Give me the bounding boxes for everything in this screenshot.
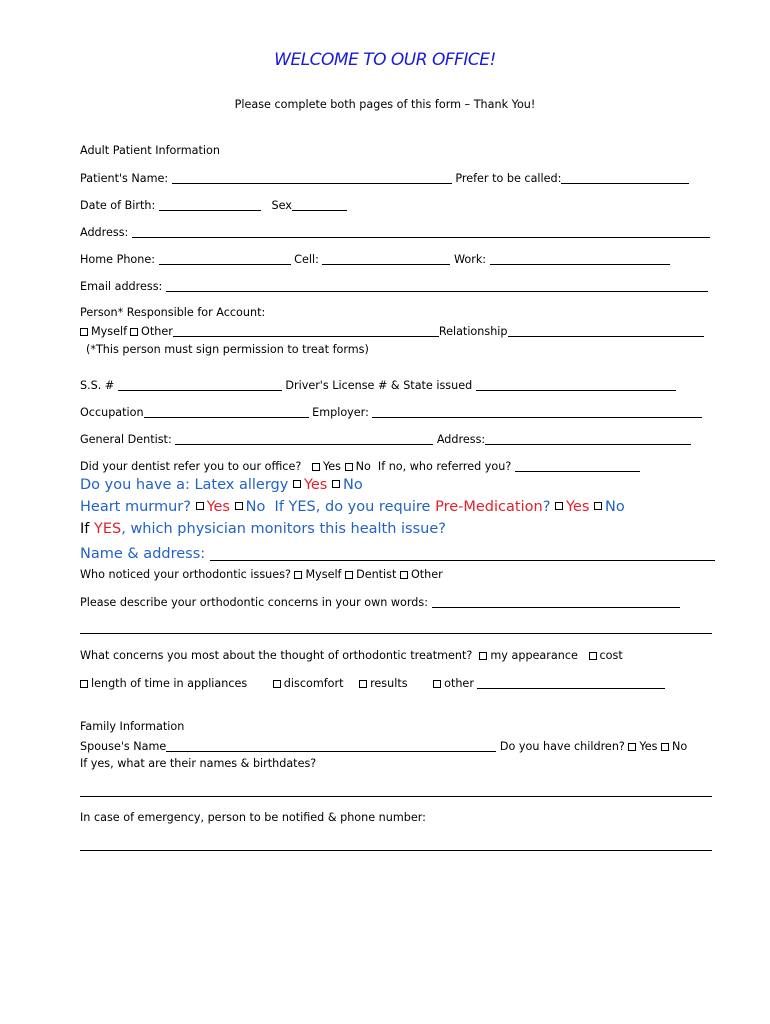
referral-row	[80, 459, 640, 473]
heart-yes-label: Yes	[206, 499, 230, 515]
other-field[interactable]	[173, 324, 439, 337]
address-field[interactable]	[132, 225, 710, 238]
discomfort-label: discomfort	[283, 677, 344, 690]
premed-word: Pre-Medication	[435, 499, 543, 515]
noticed-question: Who noticed your orthodontic issues?	[80, 568, 291, 581]
patient-name-label: Patient's Name:	[80, 172, 169, 185]
responsible-row	[80, 324, 704, 338]
referral-if-no: If no, who referred you?	[377, 460, 512, 473]
referral-yes-label: Yes	[322, 460, 342, 473]
general-dentist-row	[80, 432, 691, 446]
sex-label: Sex	[271, 199, 292, 212]
concerns-row	[80, 649, 623, 662]
noticed-dentist-label: Dentist	[356, 568, 397, 581]
premed-question-a: , do you require	[315, 499, 436, 515]
heart-no-label: No	[245, 499, 266, 515]
email-field[interactable]	[166, 279, 708, 292]
myself-checkbox[interactable]	[80, 328, 88, 336]
children-question: Do you have children?	[499, 740, 625, 753]
address-label: Address:	[80, 226, 129, 239]
cell-field[interactable]	[322, 252, 450, 265]
latex-yes-label: Yes	[303, 477, 328, 493]
premed-no-label: No	[605, 499, 625, 515]
concerns-question: What concerns you most about the thought of orthodontic treatment?	[80, 649, 473, 662]
children-names-field[interactable]	[80, 796, 712, 797]
other-concern-label: other	[444, 677, 474, 690]
other-label: Other	[141, 325, 173, 338]
name-address-row	[80, 545, 715, 562]
general-dentist-field[interactable]	[175, 432, 433, 445]
employer-label: Employer:	[312, 406, 369, 419]
concerns-options-row	[80, 676, 665, 690]
page-subtitle: Please complete both pages of this form – Thank You!	[234, 98, 536, 111]
responsible-heading: Person* Responsible for Account:	[80, 306, 266, 319]
ss-label: S.S. #	[80, 379, 115, 392]
appearance-checkbox[interactable]	[479, 652, 487, 660]
home-phone-field[interactable]	[159, 252, 291, 265]
heart-row	[80, 499, 625, 515]
prefer-label: Prefer to be called:	[455, 172, 562, 185]
emergency-field[interactable]	[80, 850, 712, 851]
discomfort-checkbox[interactable]	[273, 680, 281, 688]
spouse-field[interactable]	[166, 739, 496, 752]
noticed-dentist-checkbox[interactable]	[345, 571, 353, 579]
myself-label: Myself	[91, 325, 128, 338]
other-checkbox[interactable]	[130, 328, 138, 336]
dentist-address-label: Address:	[436, 433, 486, 446]
latex-question: Do you have a: Latex allergy	[80, 477, 289, 493]
spouse-label: Spouse's Name	[80, 740, 167, 753]
physician-question: , which physician monitors this health issue?	[121, 521, 446, 537]
dob-row	[80, 198, 347, 212]
premed-yes-label: Yes	[566, 499, 590, 515]
describe-field-line-2[interactable]	[80, 633, 712, 634]
work-label: Work:	[453, 253, 487, 266]
describe-row	[80, 595, 680, 609]
children-names-question: If yes, what are their names & birthdates?	[80, 757, 317, 770]
noticed-other-checkbox[interactable]	[400, 571, 408, 579]
adult-heading: Adult Patient Information	[80, 144, 220, 157]
physician-if: If	[80, 521, 94, 537]
dentist-address-field[interactable]	[485, 432, 691, 445]
address-row	[80, 225, 710, 239]
physician-row	[80, 521, 446, 537]
premed-question-b: ?	[542, 499, 551, 515]
work-field[interactable]	[490, 252, 670, 265]
home-phone-label: Home Phone:	[80, 253, 156, 266]
referral-question: Did your dentist refer you to our office?	[80, 460, 302, 473]
family-heading: Family Information	[80, 720, 185, 733]
emergency-label: In case of emergency, person to be notified & phone number:	[80, 811, 426, 824]
describe-label: Please describe your orthodontic concerns in your own words:	[80, 596, 428, 609]
results-checkbox[interactable]	[359, 680, 367, 688]
relationship-label: Relationship	[438, 325, 508, 338]
latex-no-checkbox[interactable]	[332, 480, 340, 488]
other-concern-checkbox[interactable]	[433, 680, 441, 688]
license-label: Driver's License # & State issued	[285, 379, 473, 392]
referral-no-label: No	[355, 460, 371, 473]
heart-question: Heart murmur?	[80, 499, 191, 515]
physician-yes: YES	[94, 521, 122, 537]
premed-no-checkbox[interactable]	[594, 502, 602, 510]
occupation-field[interactable]	[144, 405, 309, 418]
noticed-myself-checkbox[interactable]	[294, 571, 302, 579]
cost-checkbox[interactable]	[589, 652, 597, 660]
dob-label: Date of Birth:	[80, 199, 156, 212]
occupation-label: Occupation	[80, 406, 144, 419]
children-no-checkbox[interactable]	[661, 743, 669, 751]
occupation-row	[80, 405, 702, 419]
email-row	[80, 279, 708, 293]
appearance-label: my appearance	[490, 649, 578, 662]
latex-yes-checkbox[interactable]	[293, 480, 301, 488]
patient-name-field[interactable]	[172, 171, 452, 184]
prefer-field[interactable]	[561, 171, 689, 184]
employer-field[interactable]	[372, 405, 702, 418]
patient-name-row	[80, 171, 689, 185]
premed-yes-checkbox[interactable]	[555, 502, 563, 510]
referral-no-checkbox[interactable]	[345, 463, 353, 471]
premed-if-yes: If YES	[274, 499, 316, 515]
sex-field[interactable]	[292, 198, 347, 211]
length-checkbox[interactable]	[80, 680, 88, 688]
email-label: Email address:	[80, 280, 163, 293]
length-label: length of time in appliances	[91, 677, 248, 690]
children-yes-label: Yes	[639, 740, 658, 753]
noticed-other-label: Other	[410, 568, 443, 581]
cost-label: cost	[599, 649, 623, 662]
ss-row	[80, 378, 676, 392]
noticed-row	[80, 568, 443, 581]
heart-no-checkbox[interactable]	[235, 502, 243, 510]
page-title: WELCOME TO OUR OFFICE!	[274, 50, 496, 70]
referral-yes-checkbox[interactable]	[312, 463, 320, 471]
relationship-field[interactable]	[508, 324, 704, 337]
name-address-field[interactable]	[210, 545, 715, 561]
latex-no-label: No	[342, 477, 363, 493]
license-field[interactable]	[476, 378, 676, 391]
referred-by-field[interactable]	[515, 459, 640, 472]
children-no-label: No	[672, 740, 688, 753]
spouse-row	[80, 739, 687, 753]
cell-label: Cell:	[294, 253, 319, 266]
phone-row	[80, 252, 670, 266]
name-address-label: Name & address:	[80, 546, 206, 562]
general-dentist-label: General Dentist:	[80, 433, 172, 446]
responsible-note: (*This person must sign permission to treat forms)	[86, 343, 369, 356]
dob-field[interactable]	[159, 198, 261, 211]
heart-yes-checkbox[interactable]	[196, 502, 204, 510]
other-concern-field[interactable]	[477, 676, 665, 689]
latex-row	[80, 477, 363, 493]
results-label: results	[370, 677, 408, 690]
ss-field[interactable]	[118, 378, 282, 391]
children-yes-checkbox[interactable]	[628, 743, 636, 751]
noticed-myself-label: Myself	[305, 568, 342, 581]
describe-field[interactable]	[432, 595, 680, 608]
